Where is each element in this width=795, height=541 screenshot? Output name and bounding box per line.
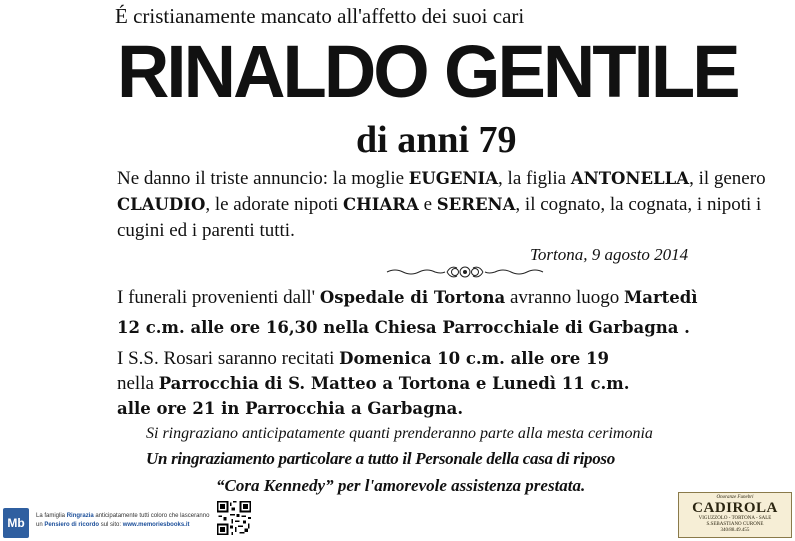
announce-text: , il cognato, la cognata, i nipoti i cugini ed i parenti tutti. [117,194,762,241]
agency-phone: 340/88.49.455 [720,528,750,533]
thanks-line-1: Si ringraziano anticipatamente quanti prenderanno parte alla mesta cerimonia [146,425,653,442]
niece-name: CHIARA [343,195,419,214]
intro-line: É cristianamente mancato all'affetto dei suoi cari [115,4,525,28]
funeral-line-2 [117,315,690,340]
wife-name: EUGENIA [408,169,499,188]
agency-town-2: S.SEBASTIANO CURONE [706,522,764,527]
footer-text: La famiglia [36,513,67,519]
hospital-name: Ospedale di Tortona [319,288,506,307]
rosary-text: nella [117,373,159,394]
footer-highlight: Ringrazia [66,513,94,519]
funeral-agency-badge [678,492,792,538]
memoriesbooks-logo[interactable]: Mb [3,508,29,538]
rosary-location: Parrocchia di S. Matteo a Tortona e Lunedì 11 c.m. [158,374,630,393]
place-date: Tortona, 9 agosto 2014 [530,245,689,264]
rosary-line-2 [117,371,630,396]
agency-name: CADIROLA [692,500,778,516]
thanks-line-2: Un ringraziamento particolare a tutto il Personale della casa di riposo [146,449,615,468]
thanks-line-3: “Cora Kennedy” per l'amorevole assistenza prestata. [216,476,586,495]
agency-towns: VIGUZZOLO - TORTONA - SALE [698,516,772,521]
footer-highlight: Pensiero di ricordo [44,522,100,528]
funeral-day: Martedì [623,288,698,307]
rosary-monday: alle ore 21 in Parrocchia a Garbagna. [117,399,464,418]
announcement-paragraph [117,166,795,244]
funeral-line-1 [117,285,698,310]
rosary-text: I S.S. Rosari saranno recitati [117,348,340,369]
funeral-details: 12 c.m. alle ore 16,30 nella Chiesa Parrocchiale di Garbagna . [117,318,690,337]
daughter-name: ANTONELLA [570,169,690,188]
rosary-line-3 [117,396,463,421]
website-link[interactable]: www.memoriesbooks.it [122,522,190,528]
age-line: di anni 79 [356,119,517,161]
announce-text: e [418,194,437,215]
announce-text: Ne danno il triste annuncio: la moglie [117,168,409,189]
announce-text: , la figlia [498,168,571,189]
funeral-text: I funerali provenienti dall' [117,287,320,308]
announce-text: , le adorate nipoti [205,194,344,215]
announce-text: , il genero [689,168,766,189]
footer-text: anticipatamente tutti coloro che lasceranno un [36,513,210,528]
rosary-sunday: Domenica 10 c.m. alle ore 19 [339,349,609,368]
rosary-line-1 [117,346,609,371]
footer-note [36,512,216,530]
niece-name: SERENA [436,195,516,214]
qr-code-icon[interactable] [217,501,251,535]
decorative-flourish-icon [385,262,545,282]
deceased-name: RINALDO GENTILE [117,30,738,113]
footer-text: sul sito: [99,522,123,528]
agency-type: Onoranze Funebri [716,495,754,500]
son-in-law-name: CLAUDIO [117,195,206,214]
funeral-text: avranno luogo [505,287,624,308]
